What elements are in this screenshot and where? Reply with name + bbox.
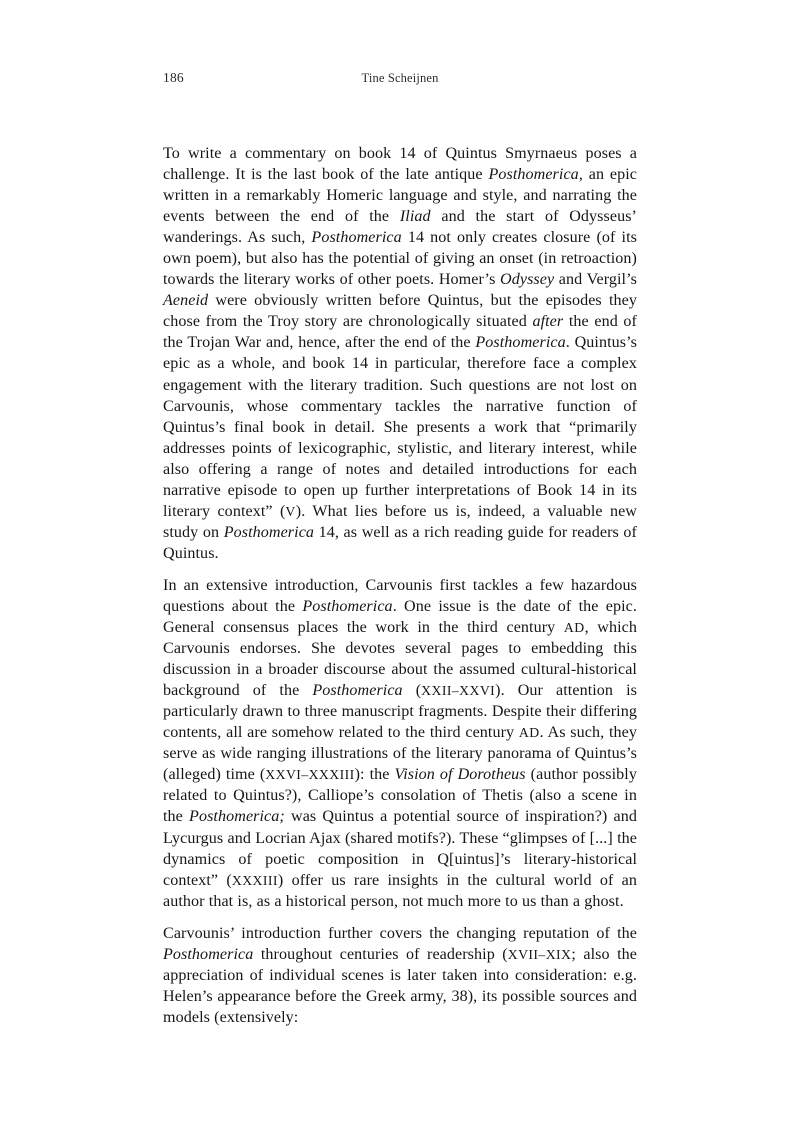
running-header (163, 70, 637, 90)
running-head-title: Tine Scheijnen (361, 71, 439, 85)
paragraph: Carvounis’ introduction further covers the changing reputation of the Posthomerica throughout centuries of readership (XVII–XIX; also the appreciation of individual scenes is later taken into consideration: e.g. Helen’s appearance before the Greek army, 38), its possible sources and models (extensively: (163, 924, 637, 1026)
body-text-column (163, 143, 637, 1028)
paragraph: To write a commentary on book 14 of Quintus Smyrnaeus poses a challenge. It is the last book of the late antique Posthomerica, an epic written in a remarkably Homeric language and style, and narrating the events between the end of the Iliad and the start of Odysseus’ wanderings. As such, Posthomerica 14 not only creates closure (of its own poem), but also has the potential of giving an onset (in retroaction) towards the literary works of other poets. Homer’s Odyssey and Vergil’s Aeneid were obviously written before Quintus, but the episodes they chose from the Troy story are chronologically situated after the end of the Trojan War and, hence, after the end of the Posthomerica. Quintus’s epic as a whole, and book 14 in particular, therefore face a complex engagement with the literary tradition. Such questions are not lost on Carvounis, whose commentary tackles the narrative function of Quintus’s final book in detail. She presents a work that “primarily addresses points of lexicographic, stylistic, and literary interest, while also offering a range of notes and detailed introductions for each narrative episode to open up further interpretations of Book 14 in its literary context” (V). What lies before us is, indeed, a valuable new study on Posthomerica 14, as well as a rich reading guide for readers of Quintus. (163, 145, 638, 562)
page-number: 186 (163, 70, 184, 85)
paragraph: In an extensive introduction, Carvounis first tackles a few hazardous questions about the Posthomerica. One issue is the date of the epic. General consensus places the work in the third century AD, which Carvounis endorses. She devotes several pages to embedding this discussion in a broader discourse about the assumed cultural-historical background of the Posthomerica (XXII–XXVI). Our attention is particularly drawn to three manuscript fragments. Despite their differing contents, all are somehow related to the third century AD. As such, they serve as wide ranging illustrations of the literary panorama of Quintus’s (alleged) time (XXVI–XXXIII): the Vision of Dorotheus (author possibly related to Quintus?), Calliope’s consolation of Thetis (also a scene in the Posthomerica; was Quintus a potential source of inspiration?) and Lycurgus and Locrian Ajax (shared motifs?). These “glimpses of [...] the dynamics of poetic composition in Q[uintus]’s literary-historical context” (XXXIII) offer us rare insights in the cultural world of an author that is, as a historical person, not much more to us than a ghost. (163, 576, 638, 910)
